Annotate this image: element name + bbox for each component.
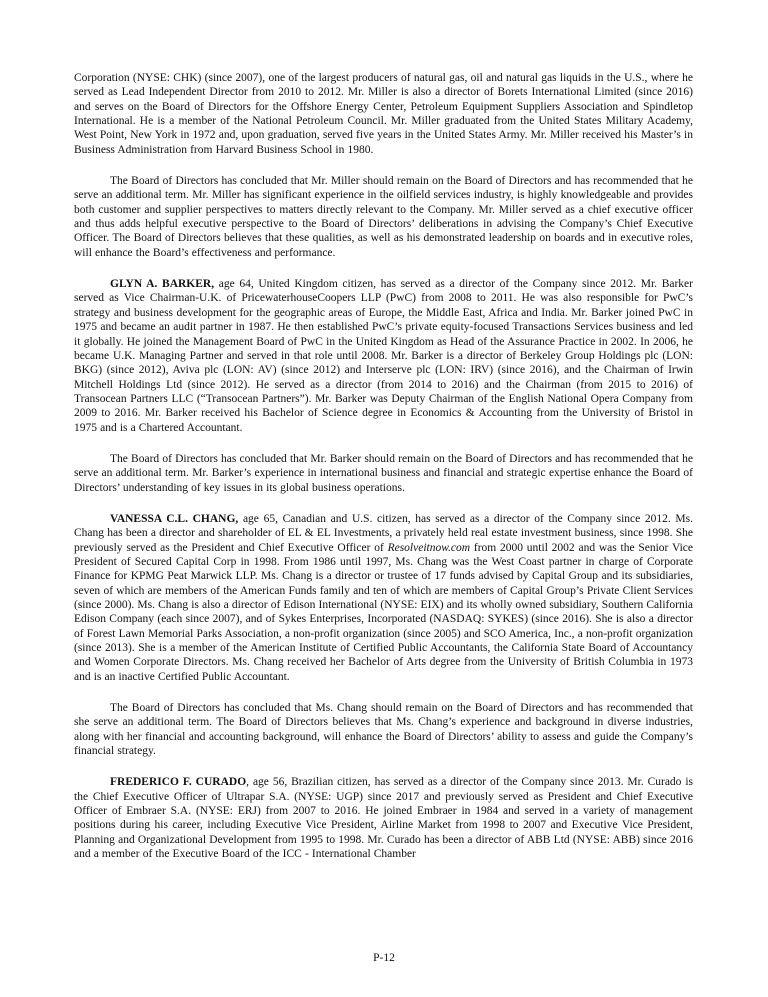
text-segment: Corporation (NYSE: CHK) (since 2007), one of the largest producers of natural gas, oil and natural gas liquids in the U.S., where he served as Lead Independent Director from 2010 to 2012. Mr. Miller is also a director of Borets International Limited (since 2016) and serves on the Board of Directors for the Offshore Energy Center, Petroleum Equipment Suppliers Association and Spindletop International. He is a member of the National Petroleum Council. Mr. Miller graduated from the United States Military Academy, West Point, New York in 1972 and, upon graduation, served five years in the United States Army. Mr. Miller received his Master’s in Business Administration from Harvard Business School in 1980. — [74, 72, 693, 156]
company-name-resolveitnow: Resolveitnow.com — [387, 541, 471, 554]
paragraph-chang-bio — [74, 512, 693, 684]
paragraph-miller-bio-continued — [74, 71, 693, 157]
page-number: P-12 — [373, 952, 395, 964]
paragraph-curado-bio — [74, 775, 693, 861]
director-name-curado: FREDERICO F. CURADO — [110, 776, 247, 789]
paragraph-barker-bio — [74, 277, 693, 435]
paragraph-miller-recommendation — [74, 174, 693, 260]
director-name-chang: VANESSA C.L. CHANG, — [110, 512, 239, 525]
text-segment: , age 56, Brazilian citizen, has served as a director of the Company since 2013. Mr. Curado is the Chief Executive Officer of Ultrapar S.A. (NYSE: UGP) since 2017 and previously served as President and Chief Executive Officer of Embraer S.A. (NYSE: ERJ) from 2007 to 2016. He joined Embraer in 1984 and served in a variety of management positions during his career, including Executive Vice President, Airline Market from 1998 to 2007 and Executive Vice President, Planning and Organizational Development from 1995 to 1998. Mr. Curado has been a director of ABB Ltd (NYSE: ABB) since 2016 and a member of the Executive Board of the ICC - International Chamber — [74, 776, 694, 861]
text-segment: age 65, Canadian and U.S. citizen, has served as a director of the Company since 2012. Ms. Chang has been a director and shareholder of EL & EL Investments, a privately held real estate investment business, since 1998. She previously served as the President and Chief Executive Officer of — [74, 512, 694, 554]
text-segment: The Board of Directors has concluded that Mr. Miller should remain on the Board of Directors and has recommended that he serve an additional term. Mr. Miller has significant experience in the oilfield services industry, is highly knowledgeable and provides both customer and supplier perspectives to matters directly relevant to the Company. Mr. Miller served as a chief executive officer and thus adds helpful executive perspective to the Board of Directors’ deliberations in advising the Company’s Chief Executive Officer. The Board of Directors believes that these qualities, as well as his demonstrated leadership on boards and in executive roles, will enhance the Board’s effectiveness and performance. — [74, 175, 693, 259]
text-segment: from 2000 until 2002 and was the Senior Vice President of Secured Capital Corp in 1998. From 1986 until 1997, Ms. Chang was the West Coast partner in charge of Corporate Finance for KPMG Peat Marwick LLP. Ms. Chang is a director or trustee of 17 funds advised by Capital Group and its subsidiaries, seven of which are members of the American Funds family and ten of which are members of Capital Group’s Private Client Services (since 2000). Ms. Chang is also a director of Edison International (NYSE: EIX) and its wholly owned subsidiary, Southern California Edison Company (each since 2007), and of Sykes Enterprises, Incorporated (NASDAQ: SYKES) (since 2016). She is also a director of Forest Lawn Memorial Parks Association, a non-profit organization (since 2005) and SCO America, Inc., a non-profit organization (since 2013). She is a member of the American Institute of Certified Public Accountants, the California State Board of Accountancy and Women Corporate Directors. Ms. Chang received her Bachelor of Arts degree from the University of British Columbia in 1973 and is an inactive Certified Public Accountant. — [74, 541, 693, 683]
paragraph-chang-recommendation — [74, 701, 693, 758]
page-body — [74, 71, 693, 862]
text-segment: age 64, United Kingdom citizen, has served as a director of the Company since 2012. Mr. Barker served as Vice Chairman-U.K. of PricewaterhouseCoopers LLP (PwC) from 2008 to 2011. He was also responsible for PwC’s strategy and business development for the geographic areas of Europe, the Middle East, Africa and India. Mr. Barker joined PwC in 1975 and became an audit partner in 1987. He then established PwC’s private equity-focused Transactions Services business and led it globally. He joined the Management Board of PwC in the United Kingdom as Head of the Assurance Practice in 2002. In 2006, he became U.K. Managing Partner and served in that role until 2008. Mr. Barker is a director of Berkeley Group Holdings plc (LON: BKG) (since 2012), Aviva plc (LON: AV) (since 2012) and Interserve plc (LON: IRV) (since 2016), and the Chairman of Irwin Mitchell Holdings Ltd (since 2012). He served as a director (from 2014 to 2016) and the Chairman (from 2015 to 2016) of Transocean Partners LLC (“Transocean Partners”). Mr. Barker was Deputy Chairman of the English National Opera Company from 2009 to 2016. Mr. Barker received his Bachelor of Science degree in Economics & Accounting from the University of Bristol in 1975 and is a Chartered Accountant. — [74, 278, 693, 434]
paragraph-barker-recommendation — [74, 452, 693, 495]
director-name-barker: GLYN A. BARKER, — [110, 278, 215, 291]
text-segment: The Board of Directors has concluded that Mr. Barker should remain on the Board of Directors and has recommended that he serve an additional term. Mr. Barker’s experience in international business and financial and strategic expertise enhance the Board of Directors’ understanding of key issues in its global business operations. — [74, 452, 693, 494]
text-segment: The Board of Directors has concluded that Ms. Chang should remain on the Board of Directors and has recommended that she serve an additional term. The Board of Directors believes that Ms. Chang’s experience and background in diverse industries, along with her financial and accounting background, will enhance the Board of Directors’ ability to assess and guide the Company’s financial strategy. — [74, 702, 693, 758]
